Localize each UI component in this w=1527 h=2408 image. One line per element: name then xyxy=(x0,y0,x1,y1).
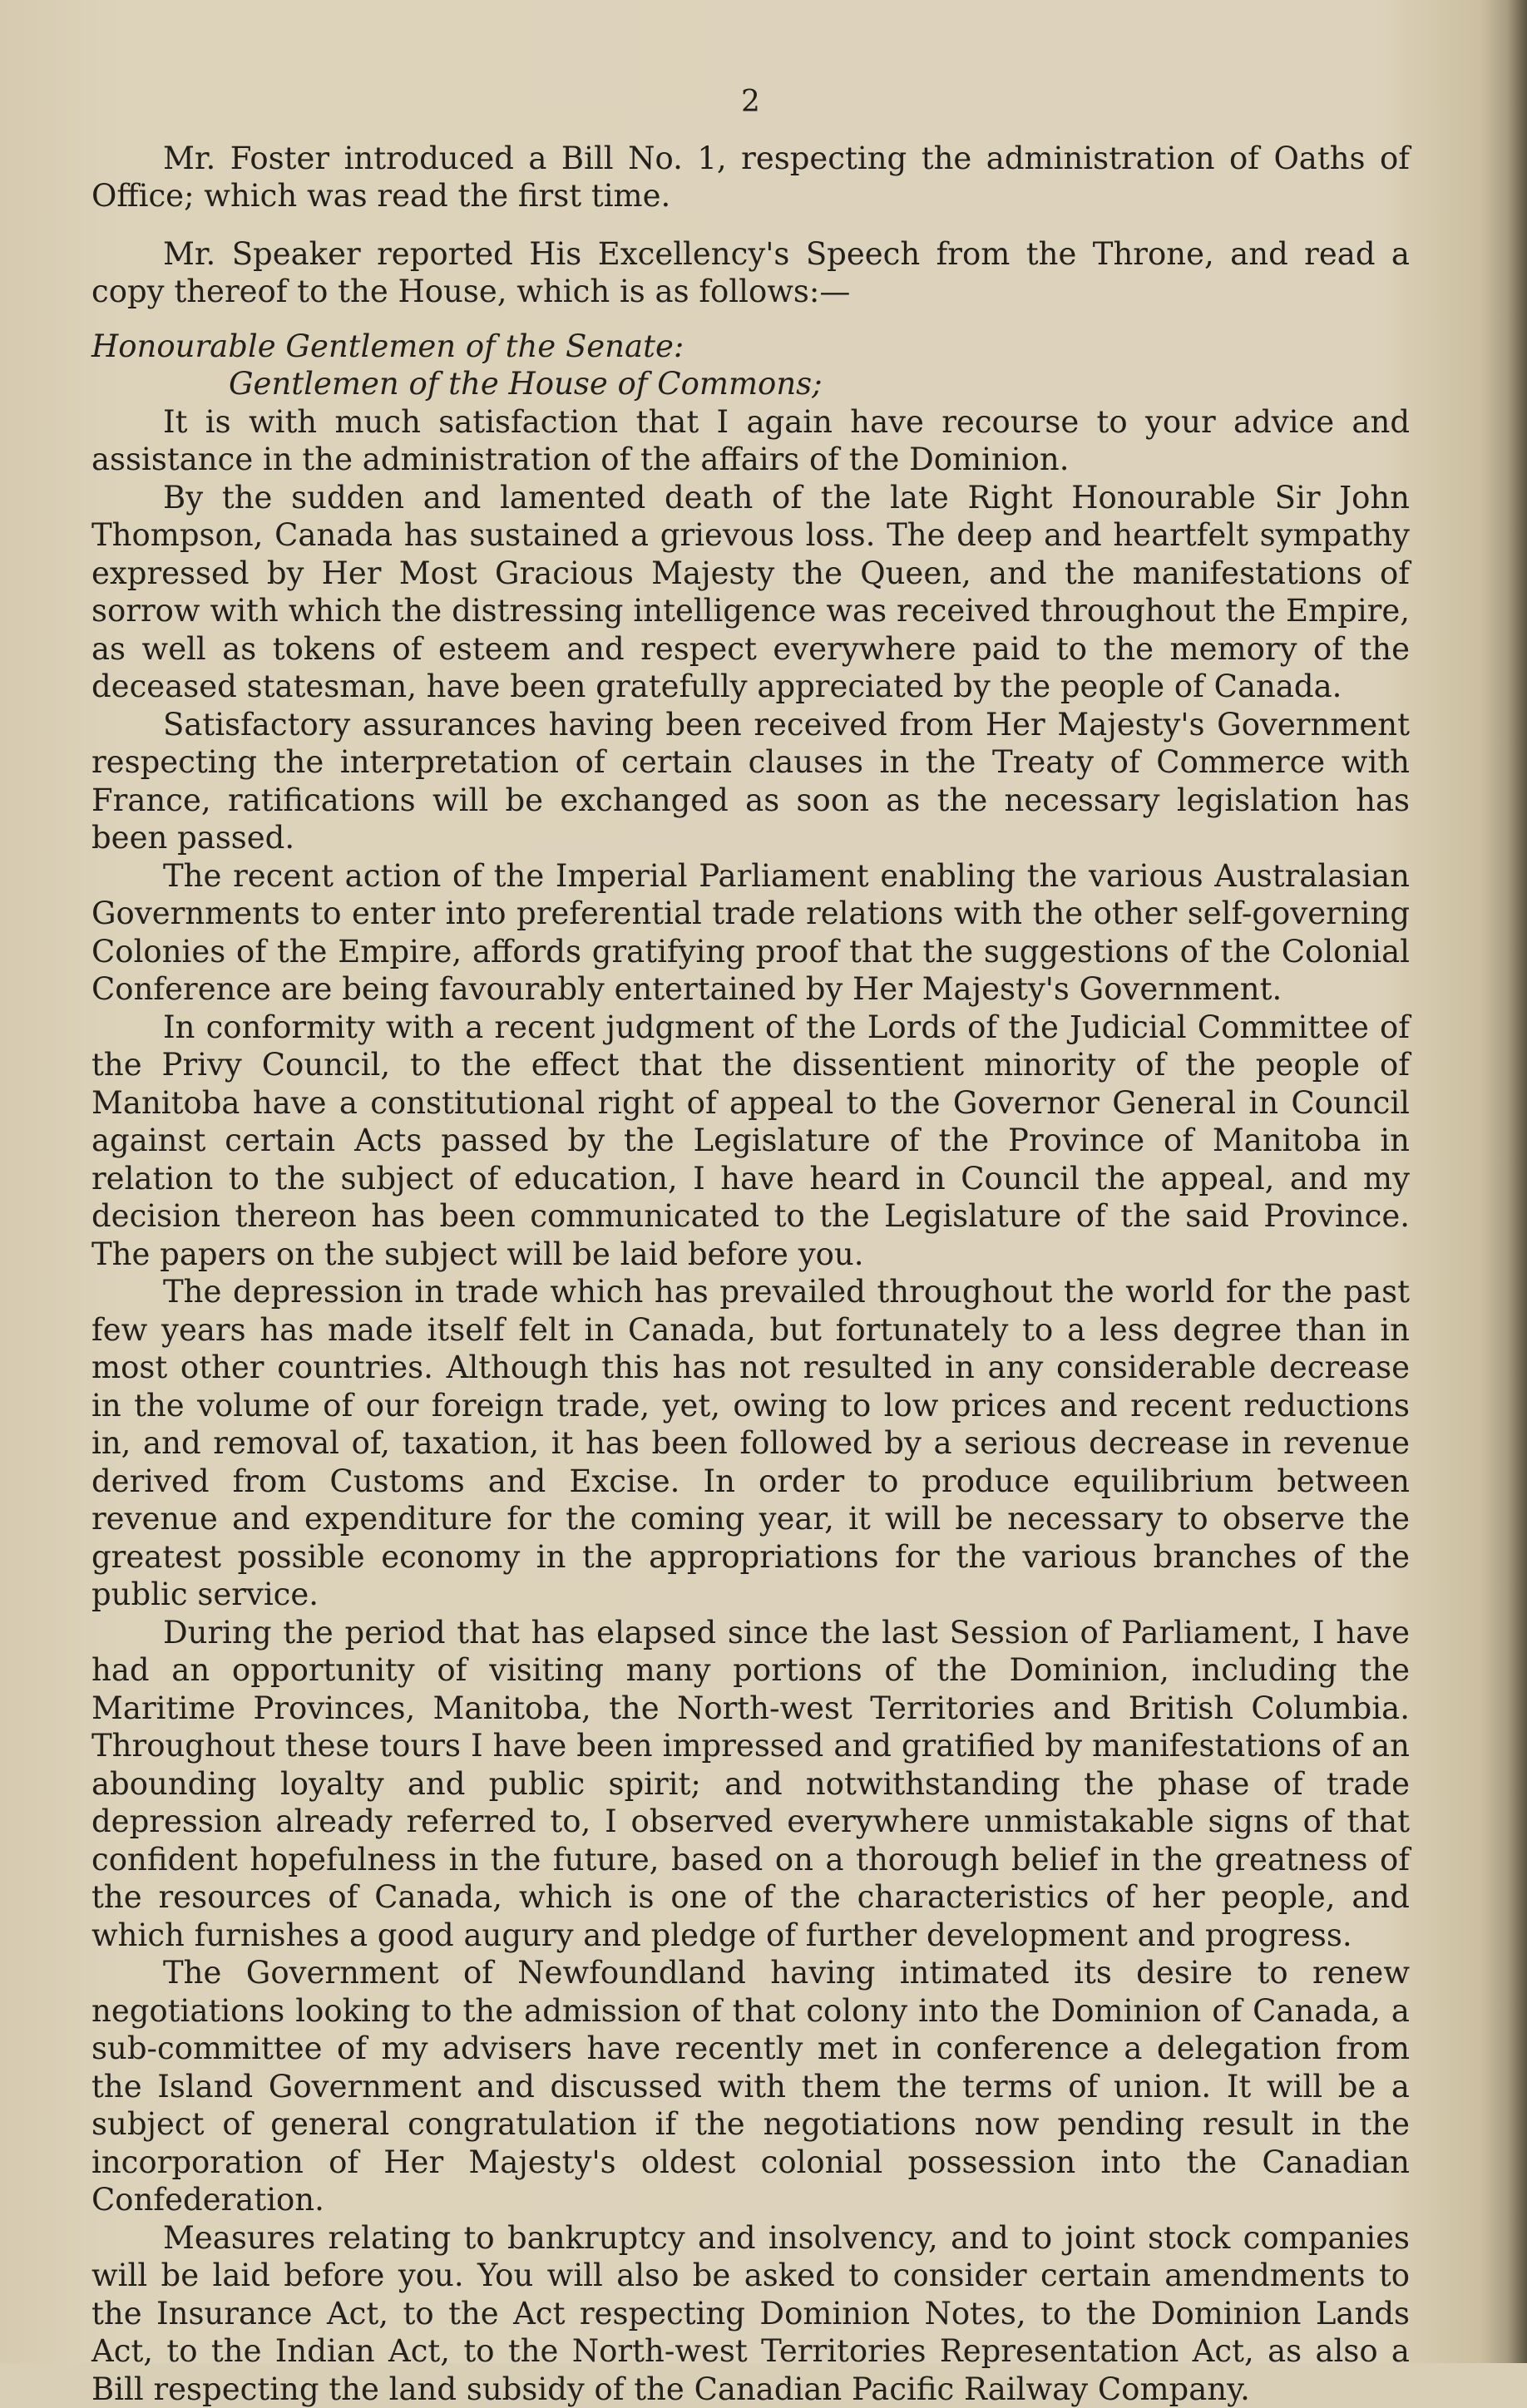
page-number: 2 xyxy=(91,83,1410,121)
speech-paragraph: Satisfactory assurances having been received from Her Majesty's Government respecting the interpretation of certain clauses in the Treaty of Commerce with France, ratifications will be exchanged as soon as the necessary legislation has been passed. xyxy=(91,706,1410,857)
speech-paragraph: The recent action of the Imperial Parliament enabling the various Australasian Governments to enter into preferential trade relations with the other self-governing Colonies of the Empire, affords gratifying proof that the suggestions of the Colonial Conference are being favourably entertained by Her Majesty's Government. xyxy=(91,857,1410,1009)
book-spine-shadow xyxy=(1507,0,1527,2363)
speech-paragraph: In conformity with a recent judgment of the Lords of the Judicial Committee of the Privy Council, to the effect that the dissentient minority of the people of Manitoba have a constitutional right of appeal to the Governor General in Council against certain Acts passed by the Legislature of the Province of Manitoba in relation to the subject of education, I have heard in Council the appeal, and my decision thereon has been communicated to the Legislature of the said Province. The papers on the subject will be laid before you. xyxy=(91,1009,1410,1274)
salutation-commons: Gentlemen of the House of Commons; xyxy=(91,365,1410,403)
speech-paragraph: Measures relating to bankruptcy and insolvency, and to joint stock companies will be laid before you. You will also be asked to consider certain amendments to the Insurance Act, to the Act respecting Dominion Notes, to the Dominion Lands Act, to the Indian Act, to the North-west Territories Representation Act, as also a Bill respecting the land subsidy of the Canadian Pacific Railway Company. xyxy=(91,2219,1410,2408)
text-block xyxy=(91,83,1410,2408)
salutation-senate: Honourable Gentlemen of the Senate: xyxy=(91,328,1410,366)
intro-paragraph: Mr. Foster introduced a Bill No. 1, respecting the administration of Oaths of Office; which was read the first time. xyxy=(91,140,1410,215)
speech-paragraph: It is with much satisfaction that I again have recourse to your advice and assistance in the administration of the affairs of the Dominion. xyxy=(91,403,1410,479)
speech-paragraph: The depression in trade which has prevailed throughout the world for the past few years has made itself felt in Canada, but fortunately to a less degree than in most other countries. Although this has not resulted in any considerable decrease in the volume of our foreign trade, yet, owing to low prices and recent reductions in, and removal of, taxation, it has been followed by a serious decrease in revenue derived from Customs and Excise. In order to produce equilibrium between revenue and expenditure for the coming year, it will be necessary to observe the greatest possible economy in the appropriations for the various branches of the public service. xyxy=(91,1273,1410,1614)
intro-paragraph: Mr. Speaker reported His Excellency's Speech from the Throne, and read a copy thereof to the House, which is as follows:— xyxy=(91,235,1410,311)
speech-paragraph: The Government of Newfoundland having intimated its desire to renew negotiations looking to the admission of that colony into the Dominion of Canada, a sub-committee of my advisers have recently met in conference a delegation from the Island Government and discussed with them the terms of union. It will be a subject of general congratulation if the negotiations now pending result in the incorporation of Her Majesty's oldest colonial possession into the Canadian Confederation. xyxy=(91,1954,1410,2219)
speech-paragraph: By the sudden and lamented death of the late Right Honourable Sir John Thompson, Canada has sustained a grievous loss. The deep and heartfelt sympathy expressed by Her Most Gracious Majesty the Queen, and the manifestations of sorrow with which the distressing intelligence was received throughout the Empire, as well as tokens of esteem and respect everywhere paid to the memory of the deceased statesman, have been gratefully appreciated by the people of Canada. xyxy=(91,479,1410,706)
speech-paragraph: During the period that has elapsed since the last Session of Parliament, I have had an opportunity of visiting many portions of the Dominion, including the Maritime Provinces, Manitoba, the North-west Territories and British Columbia. Throughout these tours I have been impressed and gratified by manifestations of an abounding loyalty and public spirit; and notwithstanding the phase of trade depression already referred to, I observed everywhere unmistakable signs of that confident hopefulness in the future, based on a thorough belief in the greatness of the resources of Canada, which is one of the characteristics of her people, and which furnishes a good augury and pledge of further development and progress. xyxy=(91,1614,1410,1955)
